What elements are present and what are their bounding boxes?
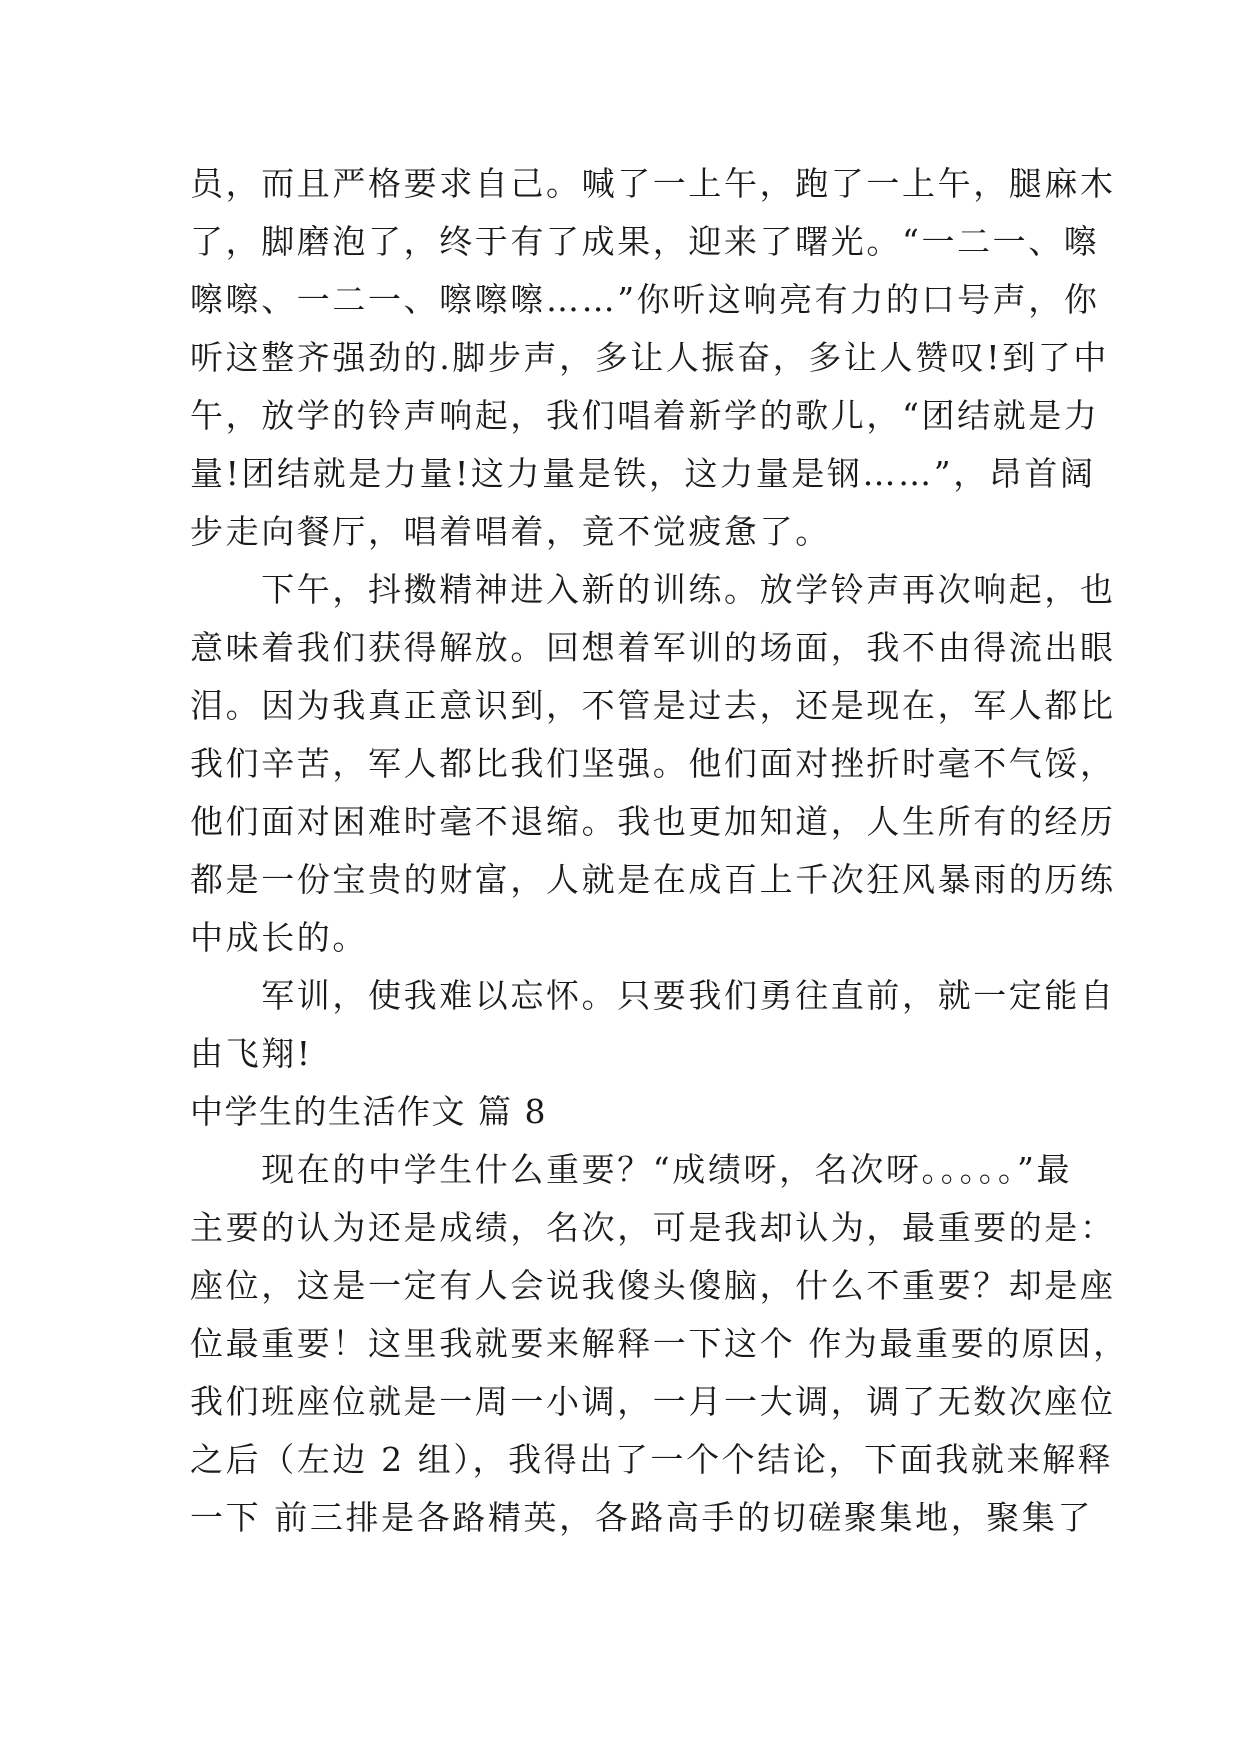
text-line: 座位，这是一定有人会说我傻头傻脑，什么不重要？却是座	[190, 1266, 1116, 1305]
text-line: 量!团结就是力量!这力量是铁，这力量是钢……”，昂首阔	[190, 454, 1096, 493]
text-line: 泪。因为我真正意识到，不管是过去，还是现在，军人都比	[190, 686, 1116, 725]
text-line: 一下 前三排是各路精英，各路高手的切磋聚集地，聚集了	[190, 1498, 1094, 1537]
text-line: 主要的认为还是成绩，名次，可是我却认为，最重要的是：	[190, 1208, 1116, 1247]
text-line: 步走向餐厅，唱着唱着，竟不觉疲惫了。	[190, 512, 831, 551]
section-heading: 中学生的生活作文 篇 8	[190, 1092, 547, 1131]
text-line: 我们班座位就是一周一小调，一月一大调，调了无数次座位	[190, 1382, 1116, 1421]
text-line: 了，脚磨泡了，终于有了成果，迎来了曙光。“一二一、嚓	[190, 222, 1100, 261]
body-text	[190, 155, 1129, 1547]
text-line: 午，放学的铃声响起，我们唱着新学的歌儿，“团结就是力	[190, 396, 1100, 435]
text-line: 之后（左边 2 组），我得出了一个个结论，下面我就来解释	[190, 1440, 1114, 1479]
text-line: 现在的中学生什么重要？“成绩呀，名次呀。。。。。”最	[190, 1150, 1073, 1189]
text-line: 由飞翔!	[190, 1034, 313, 1073]
text-line: 意味着我们获得解放。回想着军训的场面，我不由得流出眼	[190, 628, 1116, 667]
text-line: 下午，抖擞精神进入新的训练。放学铃声再次响起，也	[190, 570, 1116, 609]
text-line: 嚓嚓、一二一、嚓嚓嚓……”你听这响亮有力的口号声，你	[190, 280, 1100, 319]
text-line: 听这整齐强劲的.脚步声，多让人振奋，多让人赞叹!到了中	[190, 338, 1109, 377]
text-line: 我们辛苦，军人都比我们坚强。他们面对挫折时毫不气馁，	[190, 744, 1116, 783]
text-line: 员，而且严格要求自己。喊了一上午，跑了一上午，腿麻木	[190, 164, 1116, 203]
text-line: 他们面对困难时毫不退缩。我也更加知道，人生所有的经历	[190, 802, 1116, 841]
text-line: 都是一份宝贵的财富，人就是在成百上千次狂风暴雨的历练	[190, 860, 1116, 899]
text-line: 中成长的。	[190, 918, 368, 957]
text-line: 位最重要！这里我就要来解释一下这个 作为最重要的原因，	[190, 1324, 1129, 1363]
text-line: 军训，使我难以忘怀。只要我们勇往直前，就一定能自	[190, 976, 1116, 1015]
